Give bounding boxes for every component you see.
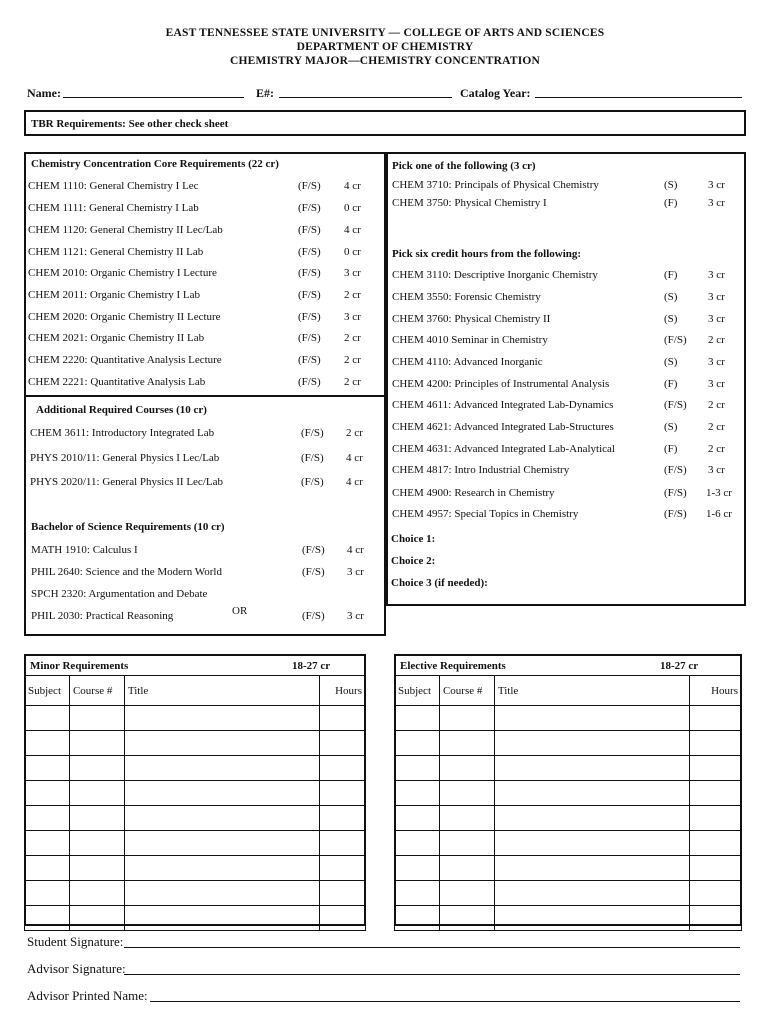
table-cell[interactable] <box>439 706 494 731</box>
course-term: (F/S) <box>664 334 687 346</box>
course-credits: 2 cr <box>344 354 361 366</box>
course-credits: 3 cr <box>344 311 361 323</box>
course-name: MATH 1910: Calculus I <box>31 544 138 556</box>
course-credits: 4 cr <box>346 452 363 464</box>
course-credits: 0 cr <box>344 246 361 258</box>
table-cell[interactable] <box>320 856 366 881</box>
course-term: (F/S) <box>664 508 687 520</box>
course-name: SPCH 2320: Argumentation and Debate <box>31 588 208 600</box>
table-cell[interactable] <box>25 756 70 781</box>
table-cell[interactable] <box>25 781 70 806</box>
course-term: (F/S) <box>298 376 321 388</box>
course-name: PHYS 2020/11: General Physics II Lec/Lab <box>30 476 223 488</box>
course-name: CHEM 2020: Organic Chemistry II Lecture <box>28 311 221 323</box>
table-cell[interactable] <box>439 881 494 906</box>
choice-label: Choice 1: <box>391 533 436 545</box>
course-credits: 2 cr <box>346 427 363 439</box>
table-row <box>25 731 366 756</box>
course-name: PHIL 2640: Science and the Modern World <box>31 566 222 578</box>
table-cell[interactable] <box>124 831 319 856</box>
table-row <box>25 756 366 781</box>
course-credits: 3 cr <box>708 291 725 303</box>
course-term: (S) <box>664 179 678 191</box>
course-term: (F/S) <box>301 452 324 464</box>
table-row <box>25 856 366 881</box>
course-term: (F/S) <box>298 311 321 323</box>
table-cell[interactable] <box>494 706 689 731</box>
course-term: (F/S) <box>298 289 321 301</box>
core-title: Chemistry Concentration Core Requirements (22 cr) <box>31 158 279 170</box>
course-term: (S) <box>664 291 678 303</box>
table-cell[interactable] <box>439 906 494 931</box>
choice-label: Choice 2: <box>391 555 436 567</box>
course-term: (F/S) <box>298 267 321 279</box>
table-cell[interactable] <box>690 906 742 931</box>
table-cell[interactable] <box>124 856 319 881</box>
table-row <box>395 731 742 756</box>
table-cell[interactable] <box>439 831 494 856</box>
header-line-1: EAST TENNESSEE STATE UNIVERSITY — COLLEGE OF ARTS AND SCIENCES <box>165 27 605 39</box>
catalog-year-field[interactable] <box>535 97 742 98</box>
header-line-3: CHEMISTRY MAJOR—CHEMISTRY CONCENTRATION <box>229 55 541 67</box>
course-credits: 3 cr <box>708 356 725 368</box>
course-name: CHEM 2021: Organic Chemistry II Lab <box>28 332 205 344</box>
table-cell[interactable] <box>395 756 440 781</box>
course-term: (F/S) <box>664 487 687 499</box>
table-cell[interactable] <box>690 881 742 906</box>
table-cell[interactable] <box>395 906 440 931</box>
course-credits: 3 cr <box>344 267 361 279</box>
table-cell[interactable] <box>690 731 742 756</box>
course-name: CHEM 4621: Advanced Integrated Lab-Structures <box>392 421 614 433</box>
course-name: PHYS 2010/11: General Physics I Lec/Lab <box>30 452 220 464</box>
tbr-text: TBR Requirements: See other check sheet <box>31 118 229 130</box>
course-credits: 2 cr <box>344 332 361 344</box>
course-credits: 4 cr <box>347 544 364 556</box>
course-credits: 3 cr <box>708 179 725 191</box>
course-credits: 2 cr <box>708 421 725 433</box>
advisor-printed-name-field[interactable] <box>150 1001 740 1002</box>
column-header: Course # <box>439 676 494 706</box>
table-cell[interactable] <box>395 706 440 731</box>
course-term: (F/S) <box>298 332 321 344</box>
elective-credits: 18-27 cr <box>660 660 699 672</box>
table-cell[interactable] <box>494 756 689 781</box>
table-row <box>395 706 742 731</box>
course-credits: 4 cr <box>344 180 361 192</box>
table-cell[interactable] <box>320 831 366 856</box>
course-term: (F/S) <box>298 354 321 366</box>
table-cell[interactable] <box>124 806 319 831</box>
advisor-signature-field[interactable] <box>124 974 740 975</box>
table-cell[interactable] <box>25 831 70 856</box>
course-term: (F/S) <box>664 399 687 411</box>
course-credits: 2 cr <box>344 376 361 388</box>
table-cell[interactable] <box>439 806 494 831</box>
course-term: (F/S) <box>302 566 325 578</box>
additional-title: Additional Required Courses (10 cr) <box>36 404 207 416</box>
table-cell[interactable] <box>690 806 742 831</box>
table-cell[interactable] <box>395 856 440 881</box>
course-name: CHEM 1120: General Chemistry II Lec/Lab <box>28 224 223 236</box>
student-signature-field[interactable] <box>124 947 740 948</box>
course-term: (F/S) <box>298 224 321 236</box>
course-credits: 3 cr <box>708 464 725 476</box>
course-name: CHEM 1110: General Chemistry I Lec <box>28 180 199 192</box>
course-term: (S) <box>664 421 678 433</box>
course-term: (F) <box>664 269 678 281</box>
course-term: (F) <box>664 443 678 455</box>
column-header: Course # <box>69 676 124 706</box>
course-name: CHEM 3611: Introductory Integrated Lab <box>30 427 215 439</box>
table-cell[interactable] <box>124 881 319 906</box>
table-cell[interactable] <box>25 706 70 731</box>
table-cell[interactable] <box>69 856 124 881</box>
table-row <box>25 881 366 906</box>
course-credits: 1-3 cr <box>706 487 732 499</box>
table-row <box>25 706 366 731</box>
table-row <box>395 856 742 881</box>
course-credits: 1-6 cr <box>706 508 732 520</box>
table-cell[interactable] <box>494 781 689 806</box>
table-cell[interactable] <box>25 806 70 831</box>
header-line-2: DEPARTMENT OF CHEMISTRY <box>296 41 474 53</box>
minor-title: Minor Requirements <box>30 660 129 672</box>
column-header: Hours <box>690 676 742 706</box>
table-cell[interactable] <box>395 831 440 856</box>
column-header: Title <box>124 676 319 706</box>
minor-credits: 18-27 cr <box>292 660 331 672</box>
table-cell[interactable] <box>124 731 319 756</box>
table-cell[interactable] <box>690 831 742 856</box>
course-name: CHEM 4110: Advanced Inorganic <box>392 356 543 368</box>
course-name: CHEM 4200: Principles of Instrumental Analysis <box>392 378 610 390</box>
course-name: CHEM 4817: Intro Industrial Chemistry <box>392 464 570 476</box>
name-field[interactable] <box>63 97 244 98</box>
table-cell[interactable] <box>69 706 124 731</box>
course-credits: 3 cr <box>708 269 725 281</box>
course-credits: 2 cr <box>708 443 725 455</box>
table-row <box>25 806 366 831</box>
course-name: CHEM 1121: General Chemistry II Lab <box>28 246 204 258</box>
course-name: CHEM 4900: Research in Chemistry <box>392 487 555 499</box>
course-credits: 3 cr <box>708 313 725 325</box>
column-header: Subject <box>25 676 70 706</box>
table-row <box>395 881 742 906</box>
table-cell[interactable] <box>124 781 319 806</box>
course-credits: 3 cr <box>708 378 725 390</box>
table-header-row <box>395 676 742 706</box>
table-cell[interactable] <box>320 756 366 781</box>
table-cell[interactable] <box>690 706 742 731</box>
table-cell[interactable] <box>690 856 742 881</box>
advisor-printed-name-label: Advisor Printed Name: <box>27 988 148 1003</box>
course-name: CHEM 3760: Physical Chemistry II <box>392 313 551 325</box>
column-header: Hours <box>320 676 366 706</box>
table-cell[interactable] <box>494 881 689 906</box>
advisor-signature-label: Advisor Signature: <box>27 961 126 976</box>
table-row <box>25 831 366 856</box>
table-row <box>395 806 742 831</box>
table-cell[interactable] <box>494 856 689 881</box>
table-cell[interactable] <box>124 706 319 731</box>
table-cell[interactable] <box>690 756 742 781</box>
course-name: CHEM 2011: Organic Chemistry I Lab <box>28 289 201 301</box>
table-row <box>25 781 366 806</box>
course-term: (S) <box>664 356 678 368</box>
course-term: (F/S) <box>298 246 321 258</box>
table-cell[interactable] <box>320 806 366 831</box>
course-name: CHEM 3750: Physical Chemistry I <box>392 197 547 209</box>
course-name: CHEM 2220: Quantitative Analysis Lecture <box>28 354 222 366</box>
table-cell[interactable] <box>25 881 70 906</box>
course-credits: 2 cr <box>708 399 725 411</box>
table-cell[interactable] <box>25 731 70 756</box>
table-row <box>395 781 742 806</box>
table-cell[interactable] <box>439 856 494 881</box>
column-header: Title <box>494 676 689 706</box>
course-credits: 3 cr <box>708 197 725 209</box>
course-term: (F/S) <box>298 202 321 214</box>
course-name: CHEM 4631: Advanced Integrated Lab-Analytical <box>392 443 615 455</box>
table-cell[interactable] <box>439 781 494 806</box>
course-name: CHEM 3710: Principals of Physical Chemistry <box>392 179 599 191</box>
table-row <box>395 906 742 931</box>
course-name: CHEM 1111: General Chemistry I Lab <box>28 202 199 214</box>
course-credits: 0 cr <box>344 202 361 214</box>
course-name: CHEM 4611: Advanced Integrated Lab-Dynamics <box>392 399 614 411</box>
table-cell[interactable] <box>320 881 366 906</box>
table-cell[interactable] <box>69 881 124 906</box>
minor-table <box>24 675 366 931</box>
table-cell[interactable] <box>69 731 124 756</box>
catalog-year-label: Catalog Year: <box>460 86 531 100</box>
table-row <box>395 756 742 781</box>
course-term: (F/S) <box>301 476 324 488</box>
column-header: Subject <box>395 676 440 706</box>
course-name: PHIL 2030: Practical Reasoning <box>31 610 174 622</box>
course-name: CHEM 3110: Descriptive Inorganic Chemistry <box>392 269 598 281</box>
table-cell[interactable] <box>25 856 70 881</box>
course-term: (F/S) <box>301 427 324 439</box>
enumber-label: E#: <box>256 86 274 100</box>
table-cell[interactable] <box>320 781 366 806</box>
student-signature-label: Student Signature: <box>27 934 124 949</box>
table-cell[interactable] <box>395 731 440 756</box>
elective-title: Elective Requirements <box>400 660 506 672</box>
course-name: CHEM 4010 Seminar in Chemistry <box>392 334 548 346</box>
tbr-box <box>24 110 746 136</box>
pick-one-title: Pick one of the following (3 cr) <box>392 160 536 172</box>
table-cell[interactable] <box>124 756 319 781</box>
or-label: OR <box>232 605 248 617</box>
elective-table <box>394 675 742 931</box>
course-term: (S) <box>664 313 678 325</box>
course-term: (F) <box>664 378 678 390</box>
table-cell[interactable] <box>690 781 742 806</box>
name-label: Name: <box>27 86 61 100</box>
course-credits: 4 cr <box>344 224 361 236</box>
course-term: (F/S) <box>302 610 325 622</box>
course-credits: 2 cr <box>708 334 725 346</box>
course-name: CHEM 3550: Forensic Chemistry <box>392 291 541 303</box>
table-cell[interactable] <box>395 806 440 831</box>
course-term: (F/S) <box>302 544 325 556</box>
table-cell[interactable] <box>494 831 689 856</box>
course-credits: 4 cr <box>346 476 363 488</box>
course-term: (F) <box>664 197 678 209</box>
table-cell[interactable] <box>320 706 366 731</box>
table-cell[interactable] <box>395 781 440 806</box>
table-cell[interactable] <box>320 906 366 931</box>
course-term: (F/S) <box>298 180 321 192</box>
table-cell[interactable] <box>395 881 440 906</box>
course-credits: 3 cr <box>347 566 364 578</box>
table-cell[interactable] <box>69 781 124 806</box>
choice-label: Choice 3 (if needed): <box>391 577 488 589</box>
bs-title: Bachelor of Science Requirements (10 cr) <box>31 521 225 533</box>
table-cell[interactable] <box>69 806 124 831</box>
table-header-row <box>25 676 366 706</box>
table-cell[interactable] <box>494 806 689 831</box>
pick-six-title: Pick six credit hours from the following: <box>392 248 582 260</box>
table-row <box>25 906 366 931</box>
table-cell[interactable] <box>25 906 70 931</box>
table-cell[interactable] <box>439 731 494 756</box>
course-name: CHEM 2010: Organic Chemistry I Lecture <box>28 267 217 279</box>
enumber-field[interactable] <box>279 97 452 98</box>
course-term: (F/S) <box>664 464 687 476</box>
table-cell[interactable] <box>494 731 689 756</box>
table-row <box>395 831 742 856</box>
course-credits: 3 cr <box>347 610 364 622</box>
course-credits: 2 cr <box>344 289 361 301</box>
course-name: CHEM 2221: Quantitative Analysis Lab <box>28 376 206 388</box>
table-cell[interactable] <box>124 906 319 931</box>
table-cell[interactable] <box>69 756 124 781</box>
course-name: CHEM 4957: Special Topics in Chemistry <box>392 508 579 520</box>
table-cell[interactable] <box>320 731 366 756</box>
table-cell[interactable] <box>439 756 494 781</box>
table-cell[interactable] <box>69 831 124 856</box>
table-cell[interactable] <box>494 906 689 931</box>
table-cell[interactable] <box>69 906 124 931</box>
